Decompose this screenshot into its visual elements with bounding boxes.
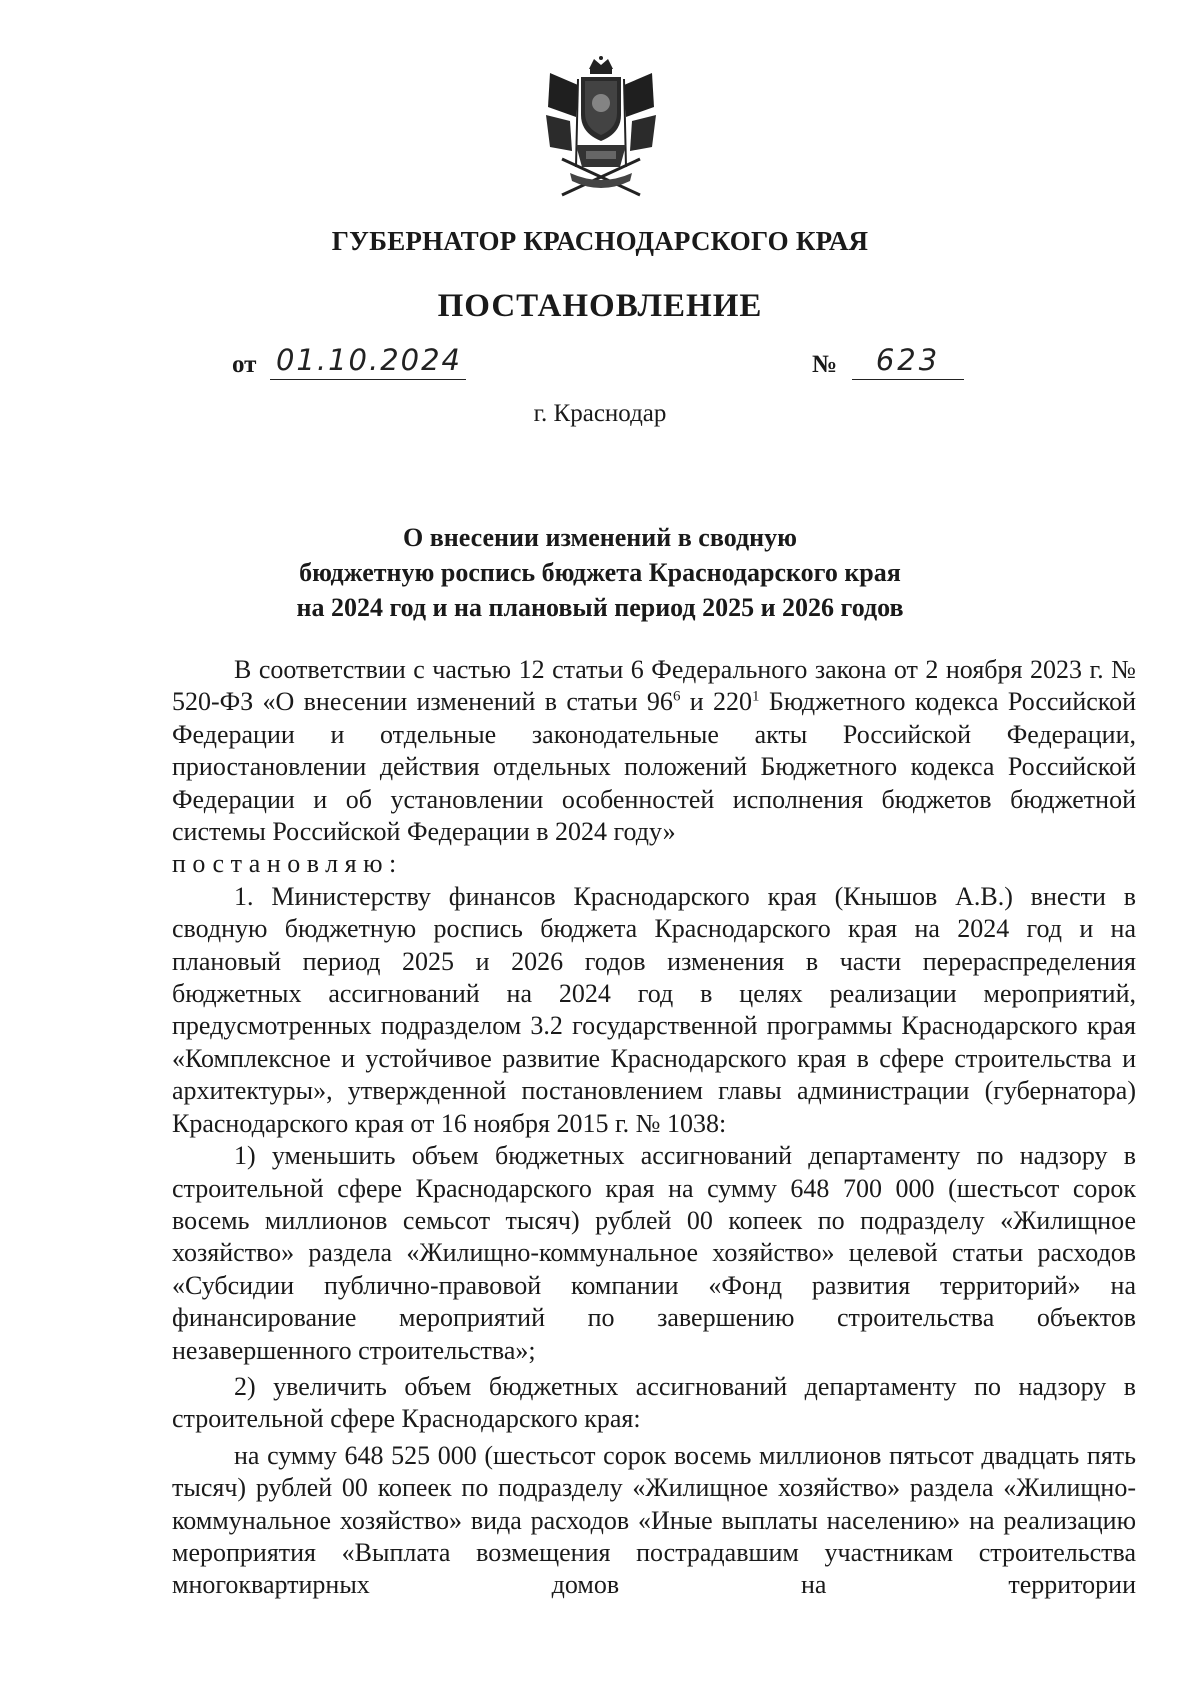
number-prefix: № (812, 351, 838, 378)
subitem-2a-paragraph: на сумму 648 525 000 (шестьсот сорок восемь миллионов пятьсот двадцать пять тысяч) рублей 00 копеек по подразделу «Жилищное хозяйство» раздела «Жилищно-коммунальное хозяйство» вида расходов «Иные выплаты населению» на реализацию мероприятия «Выплата возмещения пострадавшим участникам строительства многоквартирных домов на территории (172, 1440, 1136, 1600)
subject-line: бюджетную роспись бюджета Краснодарского края (299, 558, 901, 587)
document-subject (0, 520, 1200, 625)
issuer-title: ГУБЕРНАТОР КРАСНОДАРСКОГО КРАЯ (331, 226, 869, 256)
subitem-2-paragraph: 2) увеличить объем бюджетных ассигнований департаменту по надзору в строительной сфере Краснодарского края: (172, 1371, 1136, 1434)
coat-of-arms-icon (540, 55, 662, 205)
preamble-text: и 220 (680, 687, 752, 717)
document-body (172, 654, 1136, 1602)
subject-line: О внесении изменений в сводную (403, 523, 797, 552)
superscript: 6 (672, 688, 681, 705)
superscript: 1 (752, 688, 760, 705)
item-1-paragraph: 1. Министерству финансов Краснодарского края (Кнышов А.В.) внести в сводную бюджетную роспись бюджета Краснодарского края на 2024 год и на плановый период 2025 и 2026 годов изменения в части перераспределения бюджетных ассигнований на 2024 год в целях реализации мероприятий, предусмотренных подразделом 3.2 государственной программы Краснодарского края «Комплексное и устойчивое развитие Краснодарского края в сфере строительства и архитектуры», утвержденной постановлением главы администрации (губернатора) Краснодарского края от 16 ноября 2015 г. № 1038: (172, 881, 1136, 1138)
date-prefix: от (232, 351, 257, 378)
date-underline (270, 379, 466, 380)
preamble-paragraph (172, 654, 1136, 848)
preamble-text: В соответствии с частью 12 статьи 6 Федерального закона от 2 ноября 2023 г. № 520-ФЗ «О внесении изменений в статьи 96 (172, 655, 1136, 717)
subject-line: на 2024 год и на плановый период 2025 и 2026 годов (296, 593, 904, 622)
decree-word-paragraph (172, 848, 1136, 880)
document-type: ПОСТАНОВЛЕНИЕ (437, 288, 763, 324)
decree-word: постановляю: (172, 849, 403, 879)
document-number: 623 (875, 343, 941, 377)
preamble-text: Бюджетного кодекса Российской Федерации и отдельные законодательные акты Российской Федерации, приостановлении действия отдельных положений Бюджетного кодекса Российской Федерации и об установлении особенностей исполнения бюджетов бюджетной системы Российской Федерации в 2024 году» (172, 687, 1137, 847)
city: г. Краснодар (533, 400, 667, 427)
document-date: 01.10.2024 (275, 343, 463, 377)
subitem-1-paragraph: 1) уменьшить объем бюджетных ассигнований департаменту по надзору в строительной сфере Краснодарского края на сумму 648 700 000 (шестьсот сорок восемь миллионов семьсот тысяч) рублей 00 копеек по подразделу «Жилищное хозяйство» раздела «Жилищно-коммунальное хозяйство» целевой статьи расходов «Субсидии публично-правовой компании «Фонд развития территорий» на финансирование мероприятий по завершению строительства объектов незавершенного строительства»; (172, 1141, 1136, 1365)
date-number-row (232, 343, 982, 391)
number-underline (852, 379, 964, 380)
